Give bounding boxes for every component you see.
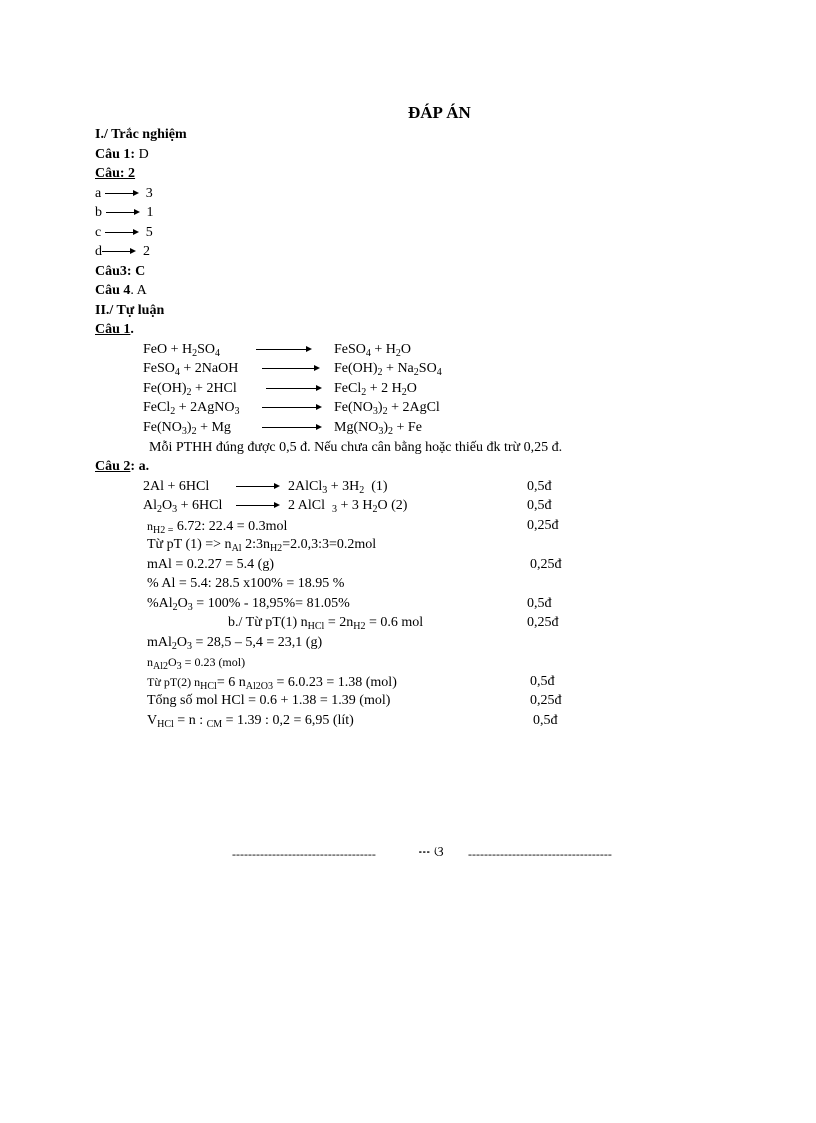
pair-right: 5 [145,225,153,240]
c2-eq1-right: 2AlCl$_3$ + $3H_2$ (1) [288,479,388,496]
pair-left: c [95,225,102,240]
q4 [95,282,147,300]
c1-dot: . [130,322,134,337]
q1-label: Câu 1: [95,147,136,162]
c2-line4: Từ pT $(1) => n_{Al}$ $2:3n_{H2}=2.0,3:3=0.2mol$ [147,537,377,554]
equation-5-right: $Mg(NO_3)_2 + Fe$ [334,420,422,437]
pair-left: a [95,186,102,201]
equation-2-left: FeSO$_4$ + 2NaOH [143,361,239,378]
equation-3-arrow [266,380,322,398]
q2-pair [95,243,150,261]
c2-line13-result: = 1.39 : 0,2 = 6,95 (lít) [222,713,354,728]
equation-3-right: FeCl$_2$ + 2 $H_2O$ [334,381,417,398]
score: 0,25đ [530,557,562,572]
c2-line10-text: = 0.23 (mol) [184,655,246,669]
c2-line12: Tổng số mol HCl = 0.6 + 1.38 = 1.39 (mol) [147,693,391,708]
q3-label: Câu3: [95,264,132,279]
score: 0,5đ [527,498,552,513]
c2-line10: $n_{Al2}O_3 = 0.23$ (mol) [147,655,246,672]
arrow-icon [102,248,136,256]
arrow-icon [256,346,312,354]
q2-pair [95,204,154,222]
c2-line8: b./ Từ pT(1) $n_{HCl} = 2n_{H2} = 0.6$ mol [228,615,424,632]
equation-4-right: $Fe(NO_3)_2$ + 2AgCl [334,400,440,417]
equation-1-arrow [256,341,312,359]
q1-answer: D [135,147,149,162]
c1-note: Mỗi PTHH đúng được 0,5 đ. Nếu chưa cân bằng hoặc thiếu đk trừ 0,25 đ. [149,440,563,455]
footer-left-dashes: ------------------------------------ [232,847,376,861]
c2-eq1-arrow [236,478,280,496]
c2-line11-text: Từ pT(2) n [147,675,201,689]
equation-3-left: $Fe(OH)_2 + 2HCl$ [143,381,237,398]
c2-line11: Từ pT(2) $n_{HCl}= 6$ $n_{Al2O3} = 6.0.23 = 1.38$ (mol) [147,675,397,692]
score: 0,5đ [533,713,558,728]
pair-left: d [95,244,102,259]
arrow-icon [105,190,139,198]
c2-line9-text: = 28,5 – 5,4 = 23,1 (g) [195,635,323,650]
pair-right: 3 [145,186,153,201]
c1-label: Câu 1 [95,322,131,337]
c2-eq2-arrow [236,497,280,515]
equation-1-right: FeSO$_4$ + $H_2O$ [334,342,412,359]
pair-left: b [95,205,102,220]
q1 [95,146,149,164]
score: 0,25đ [527,518,559,533]
arrow-icon [236,502,280,510]
part1-heading: I./ Trắc nghiệm [95,127,187,142]
c2-eq1-left: 2Al + 6HCl [143,479,210,494]
q2-pair [95,185,153,203]
arrow-icon [236,483,280,491]
part2-heading: II./ Tự luận [95,303,165,318]
score: 0,5đ [527,596,552,611]
c2-line13: $V_{HCl} = n$ : $_{CM}$ = 1.39 : 0,2 = 6,95 (lít) [147,713,354,730]
c2-line7: $\%Al_2O_3 = 100\% - 18,95\%= 81.05\%$ [147,596,350,613]
c2-line3-text: 6.72: 22.4 = 0.3mol [176,519,288,534]
score: 0,5đ [530,674,555,689]
c2-line5: mAl = 0.2.27 = 5.4 (g) [147,557,275,572]
equation-5-arrow [262,419,322,437]
q3-answer: C [131,264,146,279]
arrow-icon [262,424,322,432]
footer-right-dashes: ------------------------------------ [468,847,612,861]
q2-pair [95,224,153,242]
c2-line7-text: = 100% - 18,95%= 81.05% [196,596,350,611]
q4-label: Câu 4 [95,283,131,298]
pair-right: 2 [143,244,150,259]
footer-ornament: 𝌀 ଓ [418,845,444,860]
arrow-icon [106,209,140,217]
c2-suffix: : a. [130,459,150,474]
q4-answer: . A [130,283,147,298]
equation-2-arrow [262,360,320,378]
arrow-icon [262,404,322,412]
equation-4-arrow [262,399,322,417]
c2-line13-text: = n : [177,713,207,728]
c2-eq2-left: $Al_2O_3 + 6HCl$ [143,498,223,515]
c2-line6: % Al = 5.4: 28.5 x100% = 18.95 % [147,576,345,591]
c1-heading [95,321,134,339]
q3 [95,263,145,281]
score: 0,25đ [527,615,559,630]
arrow-icon [262,365,320,373]
q2-label: Câu: 2 [95,166,136,181]
pair-right: 1 [146,205,154,220]
c2-line4-text: Từ pT (1) => n [147,537,232,552]
score: 0,25đ [530,693,562,708]
score: 0,5đ [527,479,552,494]
equation-1-left: FeO + $H_2SO_4$ [143,342,221,359]
page-title: ĐÁP ÁN [408,103,471,122]
c2-line3: $n_{H2 =}$ 6.72: 22.4 = 0.3mol [147,519,288,536]
c2-line8-text: b./ Từ pT(1) n [228,615,308,630]
c2-label: Câu 2 [95,459,131,474]
equation-2-right: $Fe(OH)_2 + Na_2SO_4$ [334,361,442,378]
c2-heading [95,458,149,476]
arrow-icon [105,229,139,237]
arrow-icon [266,385,322,393]
c2-eq2-right: 2 AlCl $_3$ + 3 $H_2O$ (2) [288,498,408,515]
equation-4-left: FeCl$_2$ + 2AgNO$_3$ [143,400,240,417]
c2-line9: $mAl_2O_3 = 28,5 - 5,4 = 23,1$ (g) [147,635,323,652]
equation-5-left: $Fe(NO_3)_2 + Mg$ [143,420,231,437]
